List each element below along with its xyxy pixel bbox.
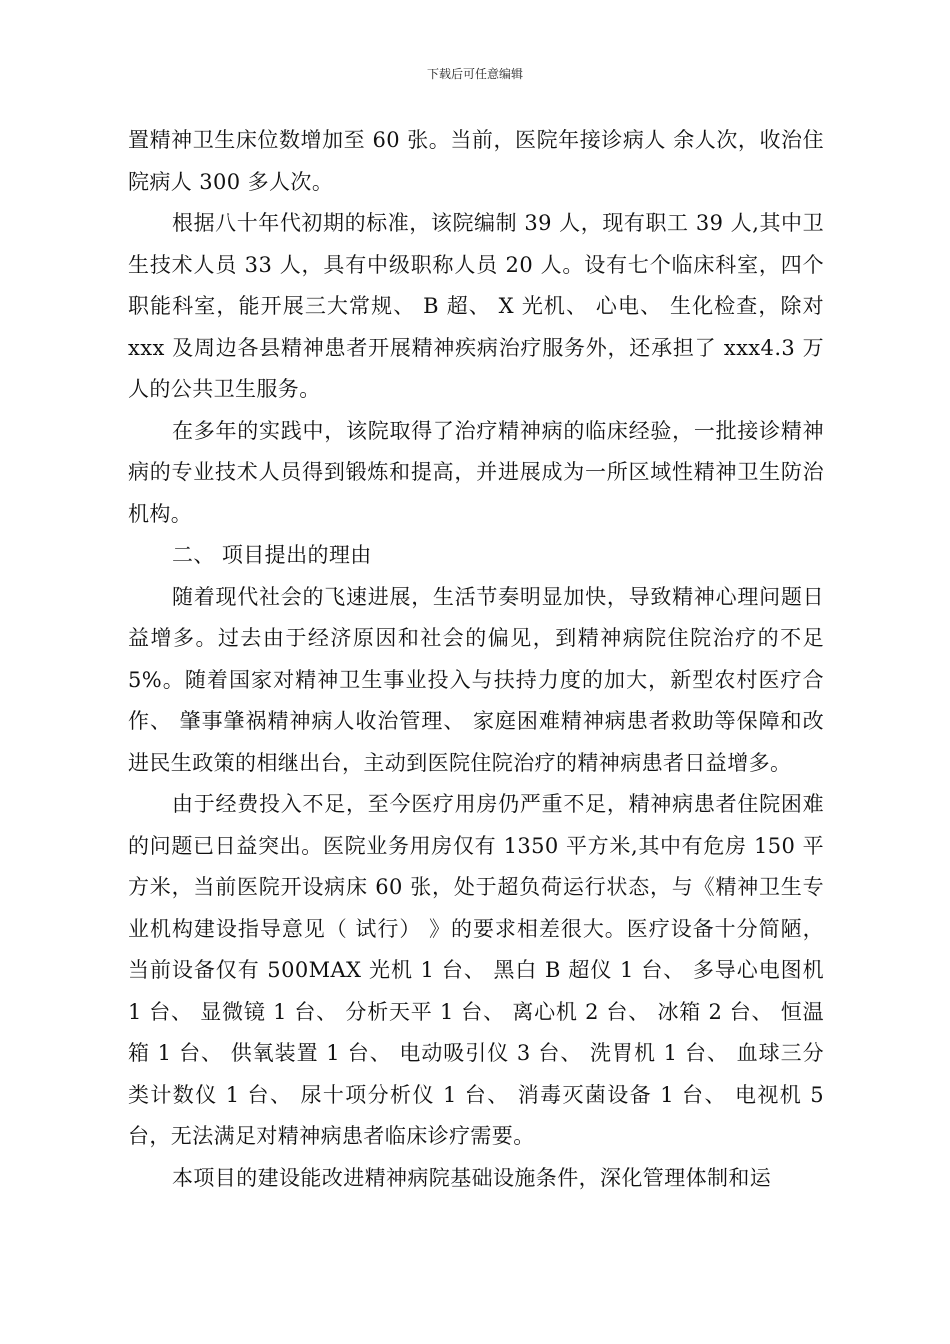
- paragraph-experience: 在多年的实践中，该院取得了治疗精神病的临床经验，一批接诊精神病的专业技术人员得到锻炼和提高，并进展成为一所区域性精神卫生防治机构。: [128, 418, 824, 526]
- paragraph-background: 随着现代社会的飞速进展，生活节奏明显加快，导致精神心理问题日益增多。过去由于经济原因和社会的偏见，到精神病院住院治疗的不足 5%。随着国家对精神卫生事业投入与扶持力度的加大，新型农村医疗合作、 肇事肇祸精神病人收治管理、 家庭困难精神病患者救助等保障和改进民生政策的相继出台，主动到医院住院治疗的精神病患者日益增多。: [128, 584, 824, 775]
- page-header-note: 下载后可任意编辑: [426, 67, 523, 81]
- paragraph-funding: 由于经费投入不足，至今医疗用房仍严重不足，精神病患者住院困难的问题已日益突出。医院业务用房仅有 1350 平方米,其中有危房 150 平方米，当前医院开设病床 60 张，处于超负荷运行状态，与《精神卫生专业机构建设指导意见（ 试行） 》的要求相差很大。医疗设备十分简陋，当前设备仅有 500MAX 光机 1 台、 黑白 B 超仪 1 台、 多导心电图机 1 台、 显微镜 1 台、 分析天平 1 台、 离心机 2 台、 冰箱 2 台、 恒温箱 1 台、 供氧装置 1 台、 电动吸引仪 3 台、 洗胃机 1 台、 血球三分类计数仪 1 台、 尿十项分析仪 1 台、 消毒灭菌设备 1 台、 电视机 5 台，无法满足对精神病患者临床诊疗需要。: [128, 792, 824, 1148]
- section-heading: 二、 项目提出的理由: [172, 543, 372, 567]
- document-body: [128, 120, 824, 1199]
- paragraph-staffing: 根据八十年代初期的标准，该院编制 39 人，现有职工 39 人,其中卫生技术人员 33 人，具有中级职称人员 20 人。设有七个临床科室，四个职能科室，能开展三大常规、 B 超、 X 光机、 心电、 生化检查，除对 xxx 及周边各县精神患者开展精神疾病治疗服务外，还承担了 xxx4.3 万人的公共卫生服务。: [128, 211, 824, 401]
- paragraph-project: 本项目的建设能改进精神病院基础设施条件，深化管理体制和运: [172, 1165, 772, 1190]
- paragraph-continuation: 置精神卫生床位数增加至 60 张。当前，医院年接诊病人 余人次，收治住院病人 300 多人次。: [128, 128, 824, 194]
